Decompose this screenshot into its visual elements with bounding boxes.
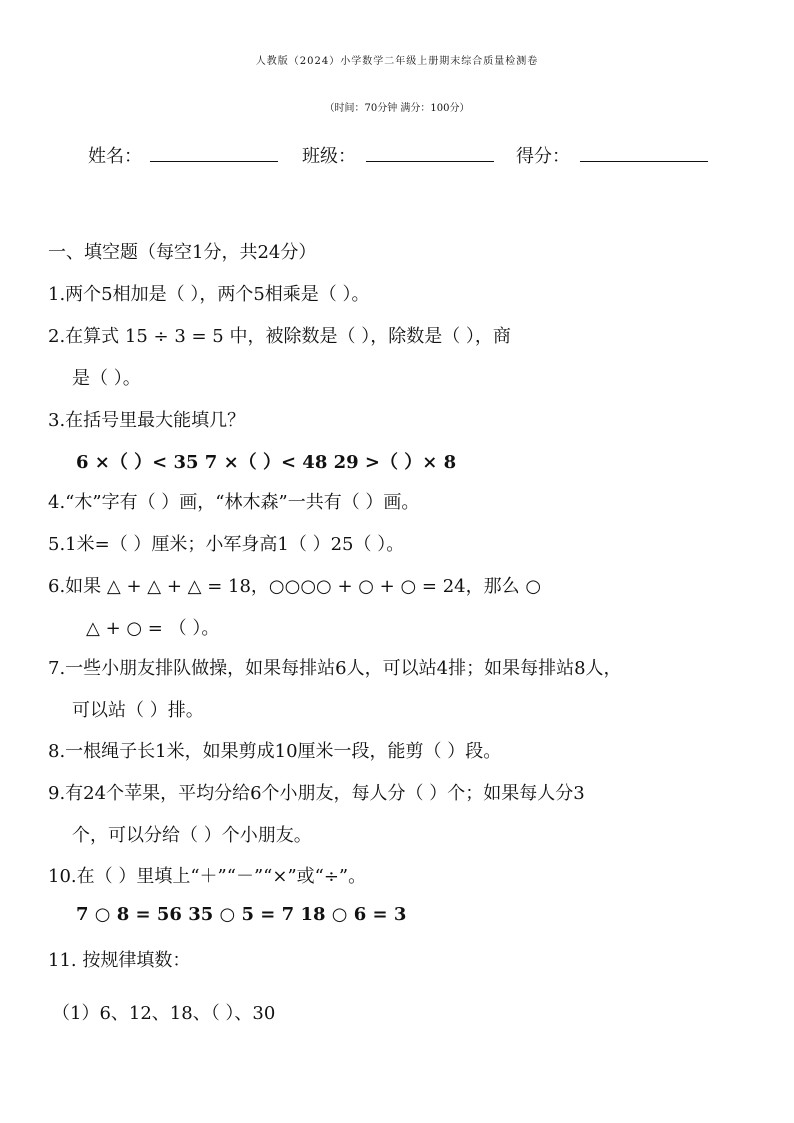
question-6-line-2: △ + ○ = （ ）。: [86, 618, 220, 639]
question-7-line-2: 可以站（ ）排。: [72, 700, 204, 721]
class-blank[interactable]: [366, 161, 494, 162]
question-9-line-1: 9.有24个苹果，平均分给6个小朋友，每人分（ ）个；如果每人分3: [48, 783, 585, 804]
exam-title: 人教版（2024）小学数学二年级上册期末综合质量检测卷: [255, 56, 539, 67]
section-heading: 一、填空题（每空1分，共24分）: [48, 242, 317, 263]
score-label: 得分：: [516, 146, 570, 167]
question-1: 1.两个5相加是（ ），两个5相乘是（ ）。: [48, 284, 370, 305]
question-9-line-2: 个，可以分给（ ）个小朋友。: [72, 825, 312, 846]
class-label: 班级：: [302, 146, 356, 167]
question-3-items: 6 ×（ ）< 35 7 ×（ ）< 48 29 >（ ）× 8: [76, 452, 457, 473]
score-blank[interactable]: [580, 161, 708, 162]
question-10-items: 7 ○ 8 = 56 35 ○ 5 = 7 18 ○ 6 = 3: [76, 904, 407, 925]
question-2-line-2: 是（ ）。: [72, 368, 141, 389]
question-3-prompt: 3.在括号里最大能填几？: [48, 410, 246, 431]
question-5: 5.1米=（ ）厘米；小军身高1（ ）25（ ）。: [48, 534, 405, 555]
question-8: 8.一根绳子长1米，如果剪成10厘米一段，能剪（ ）段。: [48, 741, 502, 762]
question-7-line-1: 7.一些小朋友排队做操，如果每排站6人，可以站4排；如果每排站8人，: [48, 658, 622, 679]
question-11-prompt: 11. 按规律填数：: [48, 950, 191, 971]
name-blank[interactable]: [150, 161, 278, 162]
exam-subtitle: （时间：70分钟 满分：100分）: [324, 103, 470, 114]
name-label: 姓名：: [88, 146, 142, 167]
question-4: 4.“木”字有（ ）画，“林木森”一共有（ ）画。: [48, 492, 420, 513]
question-10-prompt: 10.在（ ）里填上“＋”“－”“×”或“÷”。: [48, 866, 367, 887]
question-2-line-1: 2.在算式 15 ÷ 3 = 5 中，被除数是（ ），除数是（ ），商: [48, 326, 511, 347]
question-11-item-1: （1）6、12、18、（ ）、30: [52, 1003, 276, 1024]
question-6-line-1: 6.如果 △ + △ + △ = 18，○○○○ + ○ + ○ = 24，那么 ○: [48, 576, 542, 597]
